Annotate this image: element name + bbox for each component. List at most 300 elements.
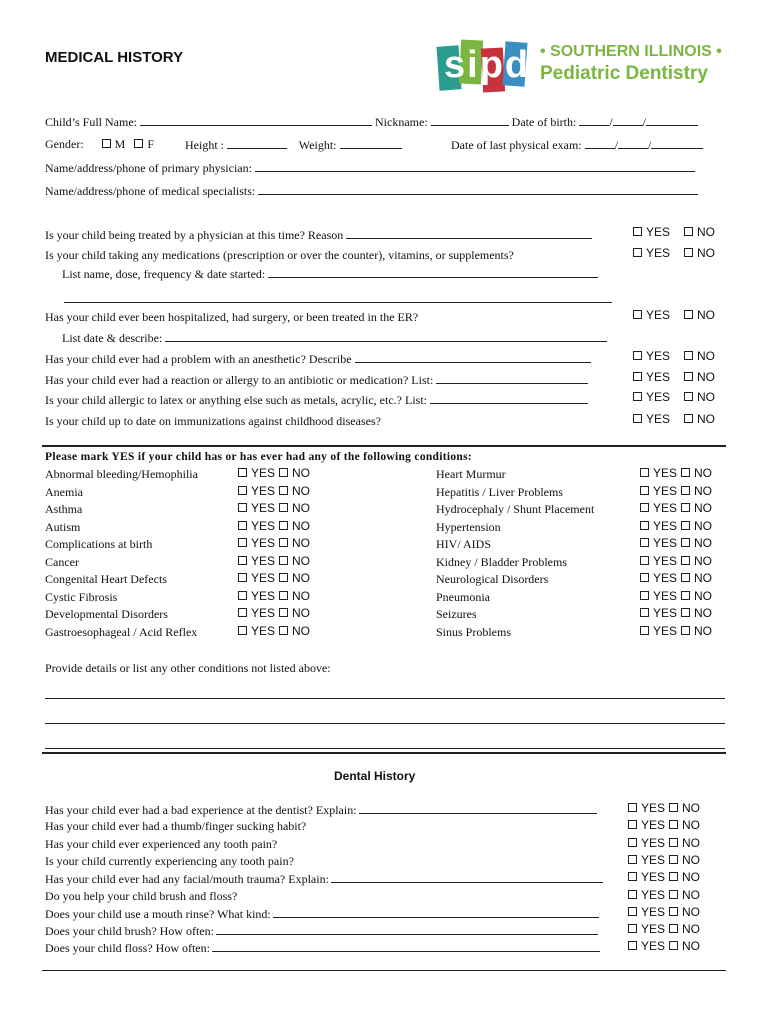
checkbox-icon bbox=[684, 351, 693, 360]
other-conditions-line-1[interactable] bbox=[45, 687, 725, 699]
dental-question-text: Has your child ever had a thumb/finger sucking habit? bbox=[45, 819, 307, 834]
question-3-sub bbox=[62, 330, 607, 346]
condition-yes-checkbox[interactable] bbox=[238, 484, 275, 498]
checkbox-icon bbox=[684, 392, 693, 401]
dental-history-heading: Dental History bbox=[334, 769, 416, 783]
checkbox-icon bbox=[279, 573, 288, 582]
section-divider bbox=[42, 752, 726, 754]
dental-answer-field[interactable] bbox=[359, 802, 597, 814]
checkbox-icon bbox=[640, 468, 649, 477]
checkbox-label: NO bbox=[292, 536, 310, 550]
checkbox-icon bbox=[279, 503, 288, 512]
checkbox-icon bbox=[628, 820, 637, 829]
question-5-field[interactable] bbox=[436, 372, 588, 384]
dental-no-checkbox[interactable] bbox=[669, 922, 700, 936]
checkbox-label: YES bbox=[641, 835, 666, 850]
question-6-text: Is your child allergic to latex or anything else such as metals, acrylic, etc.? List: bbox=[45, 393, 427, 407]
dental-yes-checkbox[interactable] bbox=[628, 870, 665, 884]
checkbox-label: NO bbox=[292, 571, 310, 585]
primary-physician-field[interactable] bbox=[255, 160, 695, 172]
condition-label: Hydrocephaly / Shunt Placement bbox=[436, 502, 595, 516]
logo-mark bbox=[438, 38, 530, 94]
checkbox-label: NO bbox=[694, 518, 712, 533]
condition-label: Pneumonia bbox=[436, 589, 490, 604]
checkbox-label: NO bbox=[694, 571, 712, 585]
checkbox-label: NO bbox=[694, 483, 712, 498]
question-4-no[interactable]: NO bbox=[684, 349, 715, 363]
checkbox-label: YES bbox=[641, 818, 666, 833]
gender-row bbox=[45, 137, 154, 152]
weight-field[interactable] bbox=[340, 137, 402, 149]
checkbox-label: YES bbox=[641, 870, 666, 885]
other-conditions-label: Provide details or list any other conditions not listed above: bbox=[45, 661, 331, 675]
checkbox-label: NO bbox=[292, 466, 310, 480]
checkbox-label: NO bbox=[694, 466, 712, 480]
dob-slash-2: / bbox=[642, 115, 647, 129]
checkbox-icon bbox=[238, 573, 247, 582]
dental-no-checkbox[interactable] bbox=[669, 818, 700, 832]
checkbox-label: YES bbox=[653, 553, 678, 568]
condition-yes-checkbox[interactable] bbox=[640, 519, 677, 533]
checkbox-label: NO bbox=[682, 904, 700, 919]
dental-question bbox=[45, 819, 306, 834]
question-3-text: Has your child ever been hospitalized, had surgery, or been treated in the ER? bbox=[45, 310, 419, 324]
other-conditions-line-2[interactable] bbox=[45, 712, 725, 724]
gender-male-checkbox[interactable] bbox=[102, 139, 111, 148]
dob-year-field[interactable] bbox=[646, 114, 698, 126]
checkbox-icon bbox=[628, 890, 637, 899]
dental-question-text: Does your child floss? How often: bbox=[45, 941, 210, 956]
condition-no-checkbox[interactable] bbox=[681, 466, 712, 480]
checkbox-icon bbox=[279, 521, 288, 530]
condition-label: Hepatitis / Liver Problems bbox=[436, 484, 563, 499]
dental-question-text: Has your child ever had a bad experience at the dentist? Explain: bbox=[45, 803, 357, 817]
checkbox-icon bbox=[633, 372, 642, 381]
dental-no-checkbox[interactable] bbox=[669, 801, 700, 815]
question-6-no[interactable]: NO bbox=[684, 390, 715, 404]
question-2-yes[interactable]: YES bbox=[633, 246, 670, 260]
checkbox-icon bbox=[681, 608, 690, 617]
specialists-field[interactable] bbox=[258, 183, 698, 195]
checkbox-label: NO bbox=[694, 623, 712, 638]
condition-yes-checkbox[interactable] bbox=[238, 606, 275, 620]
checkbox-label: YES bbox=[653, 518, 678, 533]
checkbox-icon bbox=[633, 248, 642, 257]
condition-label: Kidney / Bladder Problems bbox=[436, 554, 567, 569]
checkbox-label: NO bbox=[292, 483, 310, 498]
checkbox-label: NO bbox=[694, 606, 712, 620]
checkbox-label: NO bbox=[292, 606, 310, 620]
checkbox-icon bbox=[633, 392, 642, 401]
condition-yes-checkbox[interactable] bbox=[238, 519, 275, 533]
checkbox-icon bbox=[640, 538, 649, 547]
checkbox-label: YES bbox=[653, 571, 678, 585]
condition-yes-checkbox[interactable] bbox=[640, 466, 677, 480]
question-1-no[interactable]: NO bbox=[684, 225, 715, 239]
condition-yes-checkbox[interactable] bbox=[238, 554, 275, 568]
height-weight-row bbox=[185, 137, 402, 153]
checkbox-icon bbox=[681, 486, 690, 495]
condition-no-checkbox[interactable] bbox=[681, 554, 712, 568]
checkbox-label: NO bbox=[292, 623, 310, 638]
condition-label: Autism bbox=[45, 519, 81, 534]
question-2-extra-line[interactable] bbox=[64, 291, 612, 303]
dental-question-text: Does your child use a mouth rinse? What kind: bbox=[45, 906, 271, 921]
checkbox-icon bbox=[681, 503, 690, 512]
checkbox-icon bbox=[681, 626, 690, 635]
gender-label: Gender: bbox=[45, 137, 84, 151]
weight-label: Weight: bbox=[298, 138, 337, 152]
checkbox-icon bbox=[669, 907, 678, 916]
condition-label: Neurological Disorders bbox=[436, 572, 549, 586]
checkbox-label: NO bbox=[682, 887, 700, 902]
question-3-yes[interactable]: YES bbox=[633, 308, 670, 322]
checkbox-icon bbox=[279, 608, 288, 617]
dental-question-text: Does your child brush? How often: bbox=[45, 924, 214, 939]
dental-yes-checkbox[interactable] bbox=[628, 922, 665, 936]
dental-no-checkbox[interactable] bbox=[669, 905, 700, 919]
question-3-no[interactable]: NO bbox=[684, 308, 715, 322]
checkbox-label: YES bbox=[653, 623, 678, 638]
dental-question bbox=[45, 889, 237, 904]
last-exam-row bbox=[451, 137, 703, 153]
checkbox-icon bbox=[238, 556, 247, 565]
checkbox-icon bbox=[681, 468, 690, 477]
condition-no-checkbox[interactable] bbox=[279, 484, 310, 498]
condition-label: Congenital Heart Defects bbox=[45, 572, 167, 586]
checkbox-label: NO bbox=[682, 939, 700, 954]
condition-label: Cancer bbox=[45, 554, 79, 569]
checkbox-icon bbox=[640, 626, 649, 635]
condition-label: Asthma bbox=[45, 502, 83, 516]
question-5-no[interactable]: NO bbox=[684, 370, 715, 384]
condition-label: Gastroesophageal / Acid Reflex bbox=[45, 624, 198, 639]
condition-no-checkbox[interactable] bbox=[681, 571, 712, 585]
checkbox-icon bbox=[640, 503, 649, 512]
dob-day-field[interactable] bbox=[613, 114, 643, 126]
checkbox-icon bbox=[669, 820, 678, 829]
checkbox-icon bbox=[684, 310, 693, 319]
condition-no-checkbox[interactable] bbox=[279, 466, 310, 480]
checkbox-icon bbox=[238, 468, 247, 477]
specialists-label: Name/address/phone of medical specialists: bbox=[45, 184, 256, 198]
checkbox-icon bbox=[628, 855, 637, 864]
checkbox-icon bbox=[279, 556, 288, 565]
question-5-yes[interactable]: YES bbox=[633, 370, 670, 384]
checkbox-label: NO bbox=[694, 588, 712, 603]
dental-question bbox=[45, 906, 599, 922]
checkbox-label: YES bbox=[641, 887, 666, 902]
checkbox-label: YES bbox=[251, 501, 276, 515]
checkbox-icon bbox=[238, 591, 247, 600]
question-7-yes[interactable]: YES bbox=[633, 412, 670, 426]
checkbox-label: YES bbox=[641, 852, 666, 867]
condition-yes-checkbox[interactable] bbox=[238, 624, 275, 638]
dental-yes-checkbox[interactable] bbox=[628, 905, 665, 919]
condition-label: Developmental Disorders bbox=[45, 607, 168, 621]
condition-label: Anemia bbox=[45, 484, 83, 499]
checkbox-icon bbox=[633, 414, 642, 423]
condition-no-checkbox[interactable] bbox=[279, 624, 310, 638]
checkbox-label: NO bbox=[682, 922, 700, 937]
condition-yes-checkbox[interactable] bbox=[238, 501, 275, 515]
dental-no-checkbox[interactable] bbox=[669, 939, 700, 953]
question-7-text: Is your child up to date on immunizations against childhood diseases? bbox=[45, 414, 381, 428]
question-7-no[interactable]: NO bbox=[684, 412, 715, 426]
logo-line-2: Pediatric Dentistry bbox=[540, 63, 708, 84]
last-exam-month-field[interactable] bbox=[585, 137, 615, 149]
condition-no-checkbox[interactable] bbox=[279, 589, 310, 603]
dental-answer-field[interactable] bbox=[212, 940, 600, 952]
checkbox-icon bbox=[238, 608, 247, 617]
condition-yes-checkbox[interactable] bbox=[640, 536, 677, 550]
dental-answer-field[interactable] bbox=[273, 906, 599, 918]
checkbox-label: YES bbox=[251, 518, 276, 533]
condition-yes-checkbox[interactable] bbox=[238, 571, 275, 585]
condition-yes-checkbox[interactable] bbox=[238, 466, 275, 480]
checkbox-icon bbox=[640, 608, 649, 617]
checkbox-icon bbox=[681, 556, 690, 565]
height-label: Height : bbox=[185, 138, 224, 152]
dental-question-text: Has your child ever experienced any tooth pain? bbox=[45, 836, 278, 851]
condition-no-checkbox[interactable] bbox=[681, 606, 712, 620]
checkbox-label: YES bbox=[653, 536, 678, 550]
checkbox-icon bbox=[640, 556, 649, 565]
checkbox-icon bbox=[684, 372, 693, 381]
condition-label: Sinus Problems bbox=[436, 624, 512, 639]
condition-yes-checkbox[interactable] bbox=[640, 501, 677, 515]
dental-no-checkbox[interactable] bbox=[669, 870, 700, 884]
condition-yes-checkbox[interactable] bbox=[238, 589, 275, 603]
checkbox-label: NO bbox=[292, 588, 310, 603]
checkbox-icon bbox=[628, 803, 637, 812]
checkbox-icon bbox=[669, 803, 678, 812]
checkbox-icon bbox=[669, 890, 678, 899]
dental-no-checkbox[interactable] bbox=[669, 836, 700, 850]
dental-question-text: Do you help your child brush and floss? bbox=[45, 888, 238, 903]
question-2-sub-field[interactable] bbox=[268, 266, 598, 278]
checkbox-icon bbox=[640, 521, 649, 530]
dental-yes-checkbox[interactable] bbox=[628, 818, 665, 832]
full-name-row bbox=[45, 114, 698, 130]
dental-question-text: Has your child ever had any facial/mouth trauma? Explain: bbox=[45, 872, 329, 887]
checkbox-label: NO bbox=[292, 518, 310, 533]
dental-yes-checkbox[interactable] bbox=[628, 801, 665, 815]
checkbox-icon bbox=[279, 538, 288, 547]
height-field[interactable] bbox=[227, 137, 287, 149]
question-5 bbox=[45, 372, 588, 388]
condition-yes-checkbox[interactable] bbox=[640, 606, 677, 620]
checkbox-icon bbox=[279, 626, 288, 635]
checkbox-label: YES bbox=[251, 623, 276, 638]
condition-no-checkbox[interactable] bbox=[279, 554, 310, 568]
condition-no-checkbox[interactable] bbox=[681, 519, 712, 533]
condition-label: Cystic Fibrosis bbox=[45, 589, 118, 604]
dental-yes-checkbox[interactable] bbox=[628, 939, 665, 953]
checkbox-icon bbox=[238, 626, 247, 635]
checkbox-label: NO bbox=[292, 553, 310, 568]
checkbox-label: YES bbox=[641, 801, 666, 815]
last-exam-slash-1: / bbox=[614, 138, 618, 152]
logo-mark-text: sipd bbox=[444, 44, 531, 86]
checkbox-icon bbox=[684, 227, 693, 236]
condition-no-checkbox[interactable] bbox=[279, 536, 310, 550]
condition-no-checkbox[interactable] bbox=[279, 571, 310, 585]
question-2-no[interactable]: NO bbox=[684, 246, 715, 260]
checkbox-icon bbox=[238, 503, 247, 512]
checkbox-icon bbox=[633, 227, 642, 236]
question-4-yes[interactable]: YES bbox=[633, 349, 670, 363]
question-4 bbox=[45, 351, 591, 367]
checkbox-label: YES bbox=[641, 922, 666, 937]
dob-month-field[interactable] bbox=[579, 114, 609, 126]
dental-yes-checkbox[interactable] bbox=[628, 888, 665, 902]
checkbox-label: YES bbox=[653, 501, 678, 515]
logo-line-1: • SOUTHERN ILLINOIS • bbox=[540, 43, 722, 60]
question-3-sub-field[interactable] bbox=[165, 330, 607, 342]
dental-question bbox=[45, 923, 598, 939]
gender-female-label: F bbox=[147, 137, 155, 151]
condition-yes-checkbox[interactable] bbox=[640, 554, 677, 568]
condition-label: Seizures bbox=[436, 607, 477, 621]
condition-label: Abnormal bleeding/Hemophilia bbox=[45, 467, 198, 481]
dental-question bbox=[45, 871, 603, 887]
checkbox-icon bbox=[279, 486, 288, 495]
condition-no-checkbox[interactable] bbox=[681, 484, 712, 498]
dental-no-checkbox[interactable] bbox=[669, 888, 700, 902]
checkbox-label: YES bbox=[251, 536, 276, 550]
condition-label: Hypertension bbox=[436, 519, 501, 534]
gender-female-checkbox[interactable] bbox=[134, 139, 143, 148]
full-name-label: Child’s Full Name: bbox=[45, 115, 138, 129]
checkbox-icon bbox=[669, 924, 678, 933]
question-6-yes[interactable]: YES bbox=[633, 390, 670, 404]
checkbox-label: YES bbox=[641, 904, 666, 919]
nickname-label: Nickname: bbox=[375, 115, 428, 129]
dental-answer-field[interactable] bbox=[331, 871, 603, 883]
full-name-field[interactable] bbox=[140, 114, 372, 126]
dental-answer-field[interactable] bbox=[216, 923, 598, 935]
dental-question-text: Is your child currently experiencing any tooth pain? bbox=[45, 853, 294, 868]
dental-yes-checkbox[interactable] bbox=[628, 836, 665, 850]
checkbox-label: NO bbox=[682, 852, 700, 867]
condition-no-checkbox[interactable] bbox=[279, 519, 310, 533]
checkbox-icon bbox=[238, 521, 247, 530]
checkbox-icon bbox=[633, 310, 642, 319]
condition-yes-checkbox[interactable] bbox=[640, 589, 677, 603]
checkbox-icon bbox=[681, 591, 690, 600]
checkbox-icon bbox=[628, 924, 637, 933]
condition-yes-checkbox[interactable] bbox=[640, 624, 677, 638]
condition-label: Heart Murmur bbox=[436, 467, 506, 481]
checkbox-icon bbox=[628, 838, 637, 847]
section-divider bbox=[42, 445, 726, 447]
dental-no-checkbox[interactable] bbox=[669, 853, 700, 867]
primary-physician-row bbox=[45, 160, 695, 176]
checkbox-icon bbox=[669, 941, 678, 950]
condition-no-checkbox[interactable] bbox=[681, 536, 712, 550]
conditions-heading: Please mark YES if your child has or has ever had any of the following conditions: bbox=[45, 451, 473, 463]
checkbox-label: NO bbox=[682, 870, 700, 885]
specialists-row bbox=[45, 183, 698, 199]
primary-physician-label: Name/address/phone of primary physician: bbox=[45, 161, 252, 175]
question-1-text: Is your child being treated by a physician at this time? Reason bbox=[45, 228, 344, 242]
checkbox-label: YES bbox=[251, 466, 276, 480]
condition-no-checkbox[interactable] bbox=[279, 606, 310, 620]
question-4-text: Has your child ever had a problem with an anesthetic? Describe bbox=[45, 352, 352, 366]
condition-no-checkbox[interactable] bbox=[279, 501, 310, 515]
dental-question bbox=[45, 837, 277, 852]
checkbox-icon bbox=[640, 591, 649, 600]
question-2-sub bbox=[62, 266, 598, 282]
condition-no-checkbox[interactable] bbox=[681, 589, 712, 603]
checkbox-label: YES bbox=[251, 571, 276, 585]
condition-no-checkbox[interactable] bbox=[681, 624, 712, 638]
nickname-field[interactable] bbox=[431, 114, 509, 126]
question-6-field[interactable] bbox=[430, 392, 588, 404]
dental-question bbox=[45, 854, 294, 869]
checkbox-icon bbox=[628, 907, 637, 916]
checkbox-label: NO bbox=[682, 835, 700, 850]
last-exam-slash-2: / bbox=[647, 138, 652, 152]
dob-slash-1: / bbox=[609, 115, 613, 129]
checkbox-icon bbox=[669, 838, 678, 847]
last-exam-day-field[interactable] bbox=[618, 137, 648, 149]
checkbox-icon bbox=[628, 872, 637, 881]
checkbox-icon bbox=[684, 248, 693, 257]
condition-no-checkbox[interactable] bbox=[681, 501, 712, 515]
checkbox-label: YES bbox=[653, 483, 678, 498]
question-1-yes[interactable]: YES bbox=[633, 225, 670, 239]
page-title: MEDICAL HISTORY bbox=[45, 49, 184, 66]
checkbox-label: YES bbox=[653, 588, 678, 603]
checkbox-icon bbox=[681, 573, 690, 582]
checkbox-icon bbox=[681, 521, 690, 530]
question-3-sub-text: List date & describe: bbox=[62, 331, 163, 345]
page-bottom-rule bbox=[42, 970, 726, 971]
checkbox-icon bbox=[640, 573, 649, 582]
last-exam-year-field[interactable] bbox=[651, 137, 703, 149]
dental-yes-checkbox[interactable] bbox=[628, 853, 665, 867]
checkbox-label: YES bbox=[251, 553, 276, 568]
question-4-field[interactable] bbox=[355, 351, 591, 363]
checkbox-icon bbox=[279, 468, 288, 477]
checkbox-label: YES bbox=[653, 466, 678, 480]
checkbox-label: NO bbox=[292, 501, 310, 515]
question-1-field[interactable] bbox=[346, 227, 592, 239]
checkbox-label: YES bbox=[251, 588, 276, 603]
checkbox-label: NO bbox=[682, 801, 700, 815]
checkbox-icon bbox=[669, 872, 678, 881]
checkbox-icon bbox=[669, 855, 678, 864]
last-exam-label: Date of last physical exam: bbox=[451, 138, 582, 152]
condition-yes-checkbox[interactable] bbox=[238, 536, 275, 550]
question-2-sub-text: List name, dose, frequency & date started: bbox=[62, 267, 266, 281]
checkbox-label: NO bbox=[694, 553, 712, 568]
condition-label: HIV/ AIDS bbox=[436, 537, 492, 551]
condition-yes-checkbox[interactable] bbox=[640, 484, 677, 498]
dob-label: Date of birth: bbox=[511, 115, 577, 129]
question-5-text: Has your child ever had a reaction or allergy to an antibiotic or medication? List: bbox=[45, 373, 434, 387]
question-6 bbox=[45, 392, 588, 408]
checkbox-label: YES bbox=[251, 483, 276, 498]
checkbox-icon bbox=[640, 486, 649, 495]
checkbox-icon bbox=[684, 414, 693, 423]
question-1 bbox=[45, 227, 592, 243]
condition-yes-checkbox[interactable] bbox=[640, 571, 677, 585]
other-conditions-line-3[interactable] bbox=[45, 737, 725, 749]
checkbox-label: YES bbox=[641, 939, 666, 954]
